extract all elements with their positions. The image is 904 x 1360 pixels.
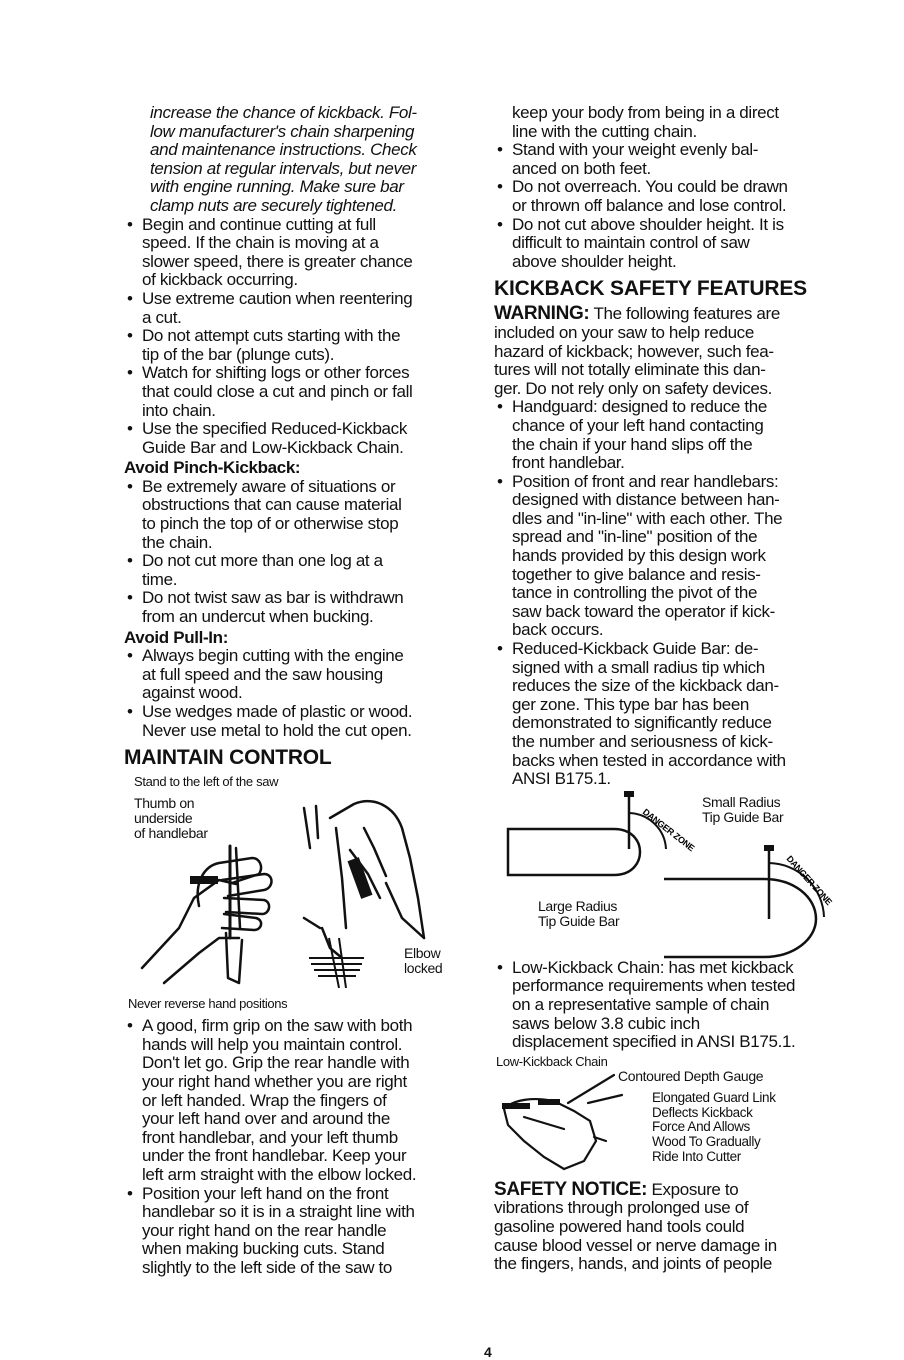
text-line: tures will not totally eliminate this dan- [494,360,766,380]
bullet-list [124,647,480,740]
kickback-safety-heading: KICKBACK SAFETY FEATURES [494,277,807,301]
intro-paragraph [494,104,846,141]
intro-paragraph [124,104,480,216]
text-line: • Position your left hand on the front [142,1183,389,1203]
text-line: clamp nuts are securely tightened. [150,195,398,215]
text-line: Deflects Kickback [652,1104,753,1120]
text-line: • Position of front and rear handlebars: [512,471,779,491]
text-line: increase the chance of kickback. Fol- [150,103,417,122]
text-line: • Do not overreach. You could be drawn [512,177,788,197]
safety-notice-label: SAFETY NOTICE: [494,1178,648,1200]
text-line: difficult to maintain control of saw [512,233,750,253]
text-line: the number and seriousness of kick- [512,732,773,751]
text-line: anced on both feet. [512,158,651,178]
text-line: • Watch for shifting logs or other forces [142,363,410,383]
maintain-control-heading: MAINTAIN CONTROL [124,746,332,770]
text-line: obstructions that can cause material [142,495,402,515]
hand-position-figure [124,774,480,992]
list-item [124,703,480,740]
text-line: • Use wedges made of plastic or wood. [142,702,413,721]
text-line: above shoulder height. [512,251,677,271]
text-line: to pinch the top of or otherwise stop [142,514,399,534]
text-line: front handlebar, and your left thumb [142,1127,398,1147]
guard-link-label [652,1091,776,1165]
notice-first-line [494,1178,846,1200]
text-line: from an undercut when bucking. [142,607,374,627]
danger-zone-label: DANGER ZONE [784,853,834,907]
text-line: Elongated Guard Link [652,1089,776,1105]
text-line: low manufacturer's chain sharpening [150,121,415,141]
list-item [494,959,846,1052]
text-line: Force And Allows [652,1119,750,1135]
figure-caption-bottom: Never reverse hand positions [128,996,288,1012]
list-item [124,290,480,327]
text-line: ger zone. This type bar has been [512,694,750,714]
text-line: dles and "in-line" with each other. The [512,508,783,528]
text-line: and maintenance instructions. Check [150,140,417,160]
text-line: reduces the size of the kickback dan- [512,676,779,696]
text-line: Never use metal to hold the cut open. [142,720,412,740]
bullet-list [124,216,480,458]
safety-notice-paragraph [494,1178,846,1274]
text-line: Wood To Gradually [652,1134,761,1150]
text-line: • Do not cut above shoulder height. It is [512,214,784,234]
list-item [124,420,480,457]
text-line: Large Radius [538,897,618,914]
text-line: Guide Bar and Low-Kickback Chain. [142,437,404,457]
text-line: or thrown off balance and lose control. [512,195,787,215]
text-line: • Handguard: designed to reduce the [512,397,767,417]
text-line: backs when tested in accordance with [512,750,786,770]
text-line: performance requirements when tested [512,976,796,996]
text-line: slightly to the left side of the saw to [142,1257,392,1277]
text-line: handlebar so it is in a straight line with [142,1202,415,1222]
text-line: • Be extremely aware of situations or [142,476,396,496]
list-item [494,141,846,178]
text-line: • Do not attempt cuts starting with the [142,326,401,346]
text-line: against wood. [142,683,243,703]
text-line: back occurs. [512,620,604,640]
text-line: vibrations through prolonged use of [494,1198,749,1218]
text-line: Ride Into Cutter [652,1148,741,1164]
text-line: signed with a small radius tip which [512,657,765,677]
text-line: that could close a cut and pinch or fall [142,381,413,401]
text-line: at full speed and the saw housing [142,664,383,684]
text-line: under the front handlebar. Keep your [142,1146,407,1166]
text-line: • Stand with your weight evenly bal- [512,140,759,160]
text-line: line with the cutting chain. [512,121,697,141]
danger-zone-label: DANGER ZONE [640,806,697,853]
text-span: Exposure to [651,1179,739,1199]
text-line: or left handed. Wrap the fingers of [142,1090,387,1110]
text-line: cause blood vessel or nerve damage in [494,1235,777,1255]
list-item [124,364,480,420]
text-line: time. [142,569,178,589]
text-line: Tip Guide Bar [702,808,784,825]
right-column [494,104,846,1274]
list-item [124,552,480,589]
text-line: hazard of kickback; however, such fea- [494,341,774,361]
bullet-list [124,478,480,627]
text-line: included on your saw to help reduce [494,322,754,342]
text-span: The following features are [593,304,780,324]
text-line: Small Radius [702,793,781,810]
text-line: • Begin and continue cutting at full [142,214,376,234]
text-line: front handlebar. [512,453,625,473]
text-line: chance of your left hand contacting [512,415,764,435]
list-item [124,216,480,290]
pinch-kickback-heading: Avoid Pinch-Kickback: [124,458,301,478]
text-line: tip of the bar (plunge cuts). [142,344,335,364]
text-line: Tip Guide Bar [538,912,620,929]
depth-gauge-label: Contoured Depth Gauge [618,1067,764,1084]
text-line: speed. If the chain is moving at a [142,233,379,253]
text-line: hands provided by this design work [512,546,766,566]
text-line: your right hand on the rear handle [142,1220,387,1240]
list-item [124,478,480,552]
list-item [124,327,480,364]
list-item [124,1017,480,1184]
list-item [494,216,846,272]
text-line: with engine running. Make sure bar [150,177,404,197]
list-item [494,640,846,789]
figure-caption-top: Stand to the left of the saw [134,774,279,790]
text-line: tance in controlling the pivot of the [512,583,758,603]
text-line: ger. Do not rely only on safety devices. [494,378,772,398]
text-line: together to give balance and resis- [512,564,761,584]
bullet-list [494,959,846,1052]
text-line: on a representative sample of chain [512,994,770,1014]
bullet-list [494,398,846,788]
list-item [494,178,846,215]
text-line: designed with distance between han- [512,490,780,510]
text-line: displacement specified in ANSI B175.1. [512,1032,796,1052]
text-line: • A good, firm grip on the saw with both [142,1016,413,1036]
text-line: demonstrated to significantly reduce [512,713,772,733]
text-line: • Always begin cutting with the engine [142,646,404,666]
text-line: • Reduced-Kickback Guide Bar: de- [512,639,759,659]
bullet-list [124,1017,480,1277]
text-line: when making bucking cuts. Stand [142,1239,385,1259]
warning-paragraph [494,305,846,398]
text-line: locked [404,960,443,977]
text-line: Don't let go. Grip the rear handle with [142,1053,410,1073]
text-line: spread and "in-line" position of the [512,527,758,547]
text-line: • Use the specified Reduced-Kickback [142,419,407,439]
text-line: Thumb on [134,795,195,812]
warning-first-line [494,305,846,324]
text-line: into chain. [142,400,216,420]
left-column [124,104,480,1278]
pull-in-heading: Avoid Pull-In: [124,627,229,647]
text-line: the chain if your hand slips off the [512,434,753,454]
text-line: • Low-Kickback Chain: has met kickback [512,957,794,977]
text-line: underside [134,810,193,827]
low-kickback-chain-figure [494,1069,846,1181]
list-item [124,589,480,626]
text-line: keep your body from being in a direct [512,103,779,122]
warning-label: WARNING: [494,303,590,325]
text-line: of handlebar [134,825,208,842]
list-item [494,398,846,472]
text-line: ANSI B175.1. [512,769,611,789]
text-line: left arm straight with the elbow locked. [142,1164,417,1184]
text-line: hands will help you maintain control. [142,1034,403,1054]
text-line: of kickback occurring. [142,270,298,290]
bullet-list [494,141,846,271]
text-line: Elbow [404,945,441,962]
list-item [494,473,846,640]
text-line: saw back toward the operator if kick- [512,601,775,621]
list-item [124,647,480,703]
text-line: the fingers, hands, and joints of people [494,1254,773,1274]
text-line: the chain. [142,532,213,552]
text-line: • Do not cut more than one log at a [142,551,383,571]
list-item [124,1185,480,1278]
page-number: 4 [484,1344,492,1360]
text-line: a cut. [142,307,182,327]
chain-caption: Low-Kickback Chain [496,1053,608,1069]
text-line: saws below 3.8 cubic inch [512,1013,700,1033]
small-radius-label [702,795,783,825]
text-line: tension at regular intervals, but never [150,158,417,178]
text-line: slower speed, there is greater chance [142,251,413,271]
text-line: your left hand over and around the [142,1109,391,1129]
elbow-label [404,946,442,976]
guide-bar-illustration-icon [494,789,846,959]
text-line: gasoline powered hand tools could [494,1216,745,1236]
guide-bar-radius-figure [494,789,846,959]
text-line: • Do not twist saw as bar is withdrawn [142,588,404,608]
text-line: • Use extreme caution when reentering [142,288,413,308]
large-radius-label [538,899,619,929]
text-line: your right hand whether you are right [142,1071,407,1091]
